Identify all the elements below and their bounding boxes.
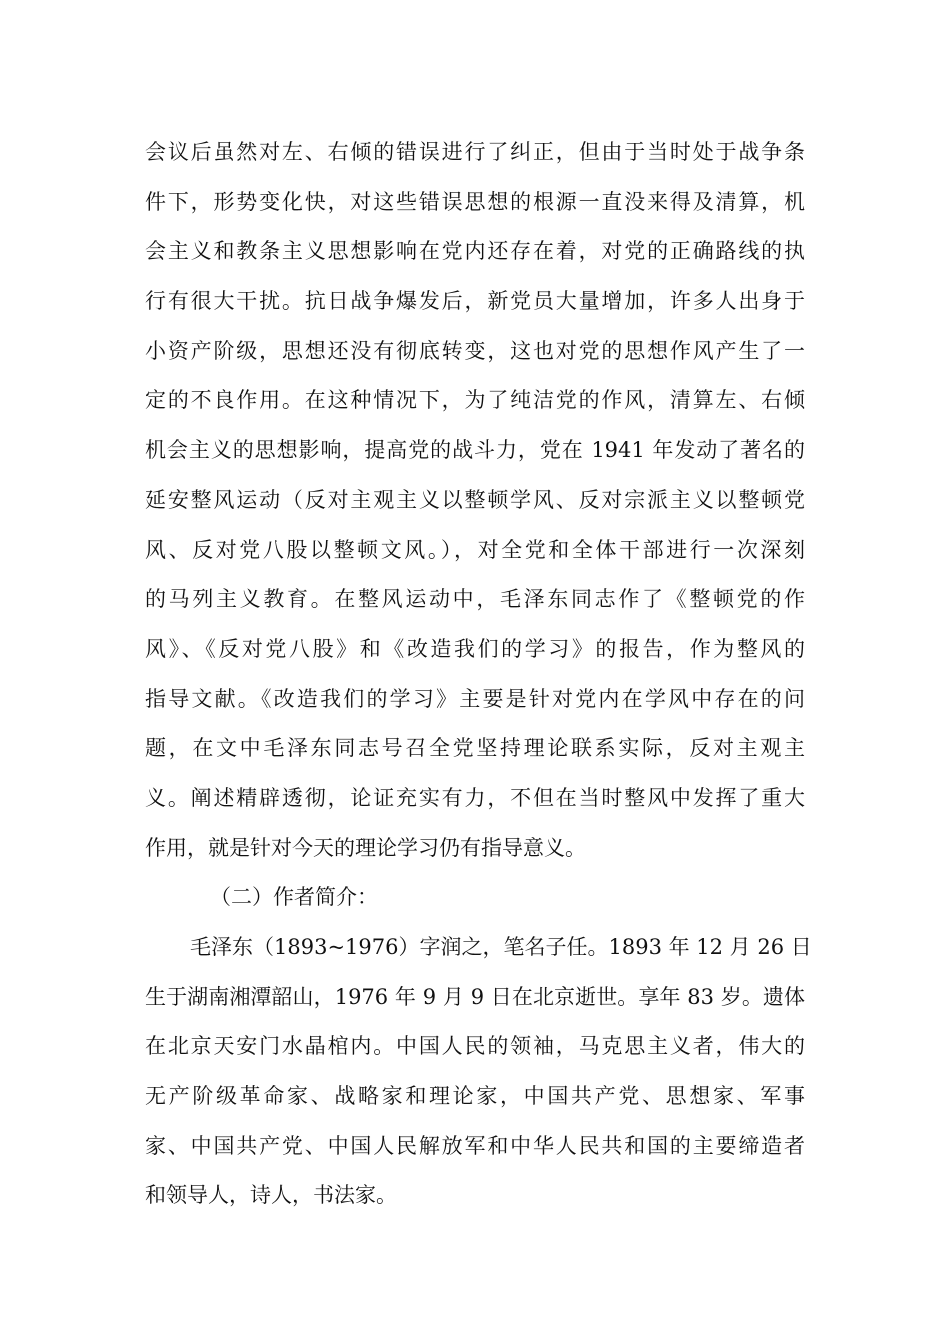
text-line: 小资产阶级，思想还没有彻底转变，这也对党的思想作风产生了一 bbox=[145, 338, 805, 363]
text-line: 生于湖南湘潭韶山，1976 年 9 月 9 日在北京逝世。享年 83 岁。遗体 bbox=[145, 984, 805, 1009]
text-line: 无产阶级革命家、战略家和理论家，中国共产党、思想家、军事 bbox=[145, 1084, 805, 1109]
text-line: 的马列主义教育。在整风运动中，毛泽东同志作了《整顿党的作 bbox=[145, 587, 805, 612]
text-line: 义。阐述精辟透彻，论证充实有力，不但在当时整风中发挥了重大 bbox=[145, 785, 805, 810]
text-line: 家、中国共产党、中国人民解放军和中华人民共和国的主要缔造者 bbox=[145, 1133, 805, 1158]
paragraph-historical-background bbox=[145, 128, 805, 873]
text-line: 作用，就是针对今天的理论学习仍有指导意义。 bbox=[145, 835, 586, 860]
text-line: 会主义和教条主义思想影响在党内还存在着，对党的正确路线的执 bbox=[145, 239, 805, 264]
section-heading: （二）作者简介： bbox=[210, 885, 378, 910]
text-line: 风、反对党八股以整顿文风。），对全党和全体干部进行一次深刻 bbox=[145, 537, 805, 562]
text-line: 会议后虽然对左、右倾的错误进行了纠正，但由于当时处于战争条 bbox=[145, 140, 805, 164]
text-line: 和领导人，诗人，书法家。 bbox=[145, 1183, 397, 1208]
text-line: 延安整风运动（反对主观主义以整顿学风、反对宗派主义以整顿党 bbox=[145, 487, 805, 512]
text-line: 机会主义的思想影响，提高党的战斗力，党在 1941 年发动了著名的 bbox=[145, 438, 805, 463]
text-line: 风》、《反对党八股》和《改造我们的学习》的报告，作为整风的 bbox=[145, 636, 805, 661]
text-line: 题，在文中毛泽东同志号召全党坚持理论联系实际，反对主观主 bbox=[145, 736, 805, 761]
text-line: 在北京天安门水晶棺内。中国人民的领袖，马克思主义者，伟大的 bbox=[145, 1034, 805, 1059]
text-line: 件下，形势变化快，对这些错误思想的根源一直没来得及清算，机 bbox=[145, 189, 805, 214]
paragraph-author-bio bbox=[145, 923, 812, 1221]
text-line: 指导文献。《改造我们的学习》主要是针对党内在学风中存在的问 bbox=[145, 686, 805, 711]
text-line: 毛泽东（1893~1976）字润之，笔名子任。1893 年 12 月 26 日 bbox=[190, 935, 812, 959]
document-body bbox=[145, 128, 812, 1221]
text-line: 定的不良作用。在这种情况下，为了纯洁党的作风，清算左、右倾 bbox=[145, 388, 805, 413]
text-line: 行有很大干扰。抗日战争爆发后，新党员大量增加，许多人出身于 bbox=[145, 289, 805, 314]
